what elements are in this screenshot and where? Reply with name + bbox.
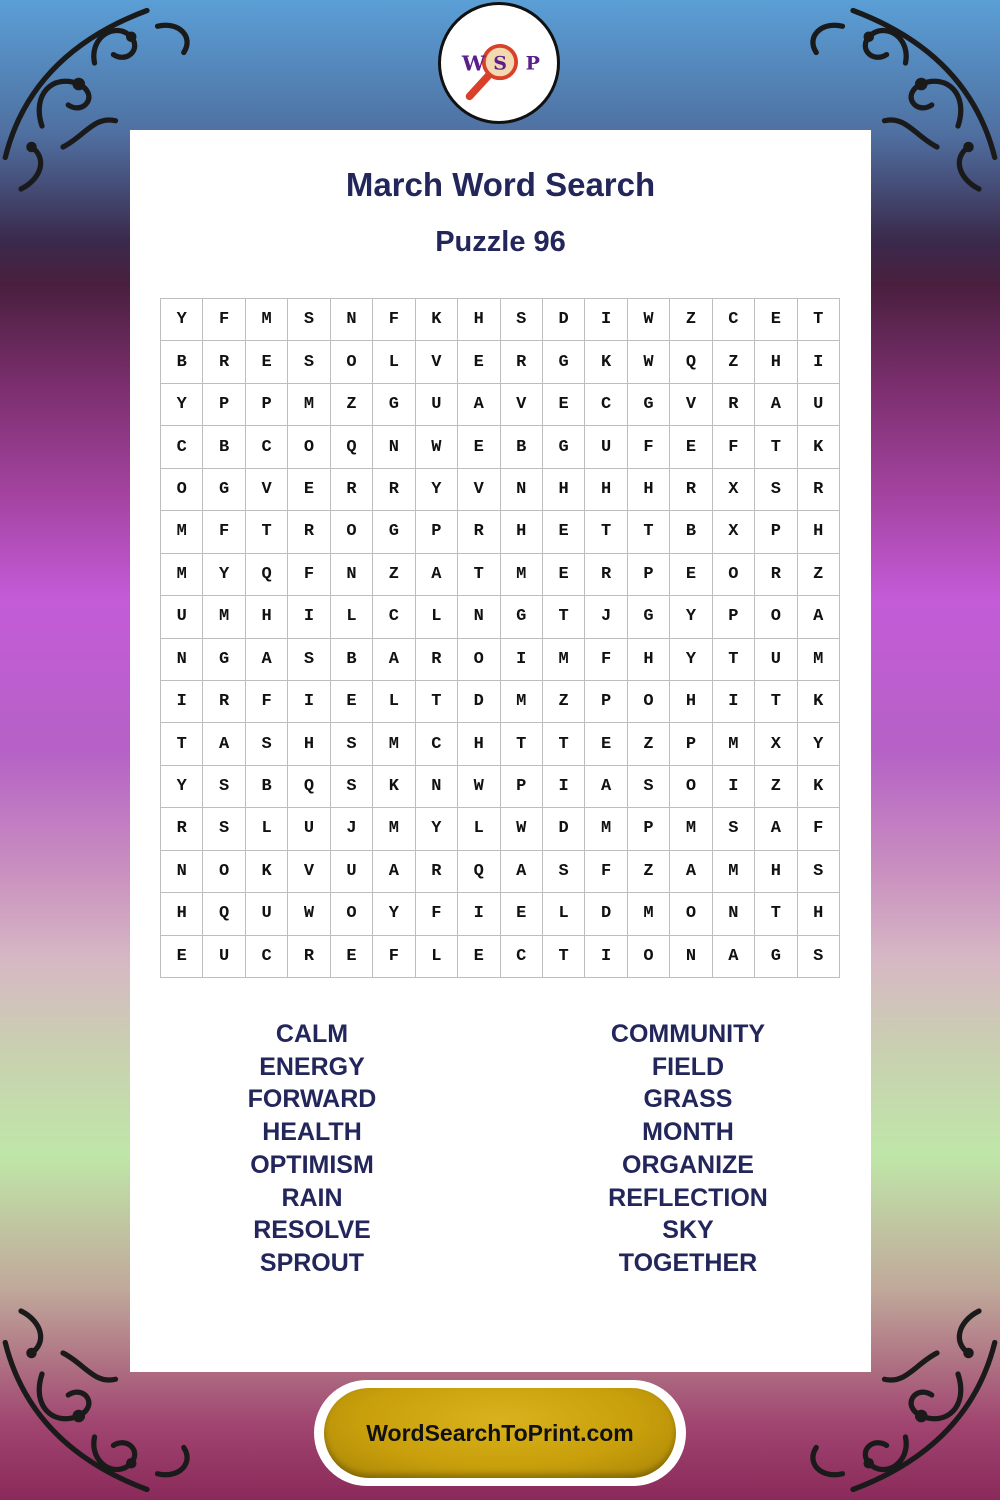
grid-cell: P [713,596,755,638]
grid-cell: R [755,554,797,596]
grid-cell: A [755,808,797,850]
grid-cell: N [670,936,712,978]
grid-cell: T [416,681,458,723]
grid-cell: T [755,681,797,723]
grid-cell: O [458,639,500,681]
grid-cell: N [161,851,203,893]
grid-cell: C [416,723,458,765]
grid-cell: M [203,596,245,638]
grid-cell: K [373,766,415,808]
grid-cell: O [161,469,203,511]
grid-cell: W [628,341,670,383]
grid-cell: L [416,936,458,978]
grid-cell: U [585,426,627,468]
grid-cell: E [543,384,585,426]
grid-cell: T [246,511,288,553]
grid-cell: Y [416,808,458,850]
grid-cell: G [373,511,415,553]
grid-cell: Q [670,341,712,383]
grid-cell: T [543,723,585,765]
grid-cell: H [246,596,288,638]
grid-cell: T [755,426,797,468]
grid-cell: H [458,299,500,341]
grid-cell: L [373,681,415,723]
grid-cell: K [798,681,840,723]
grid-cell: H [755,341,797,383]
grid-cell: C [246,936,288,978]
grid-cell: G [755,936,797,978]
grid-cell: A [373,851,415,893]
grid-cell: K [798,766,840,808]
word-item: OPTIMISM [250,1150,374,1179]
grid-cell: U [246,893,288,935]
grid-cell: T [755,893,797,935]
grid-cell: N [501,469,543,511]
grid-cell: N [458,596,500,638]
grid-cell: A [798,596,840,638]
grid-cell: P [628,554,670,596]
grid-cell: A [670,851,712,893]
grid-cell: O [203,851,245,893]
grid-cell: D [543,808,585,850]
word-item: MONTH [642,1118,734,1147]
grid-cell: K [798,426,840,468]
grid-cell: E [585,723,627,765]
grid-cell: S [288,341,330,383]
grid-cell: Z [628,851,670,893]
grid-cell: A [458,384,500,426]
grid-cell: R [501,341,543,383]
grid-cell: P [203,384,245,426]
grid-cell: U [331,851,373,893]
grid-cell: F [416,893,458,935]
word-item: CALM [275,1020,349,1048]
grid-cell: E [458,426,500,468]
logo-letter-s: S [493,52,508,75]
grid-cell: R [416,851,458,893]
grid-cell: I [713,766,755,808]
grid-cell: R [798,469,840,511]
puzzle-number: Puzzle 96 [435,226,566,258]
grid-cell: F [373,936,415,978]
grid-cell: W [458,766,500,808]
grid-cell: O [331,893,373,935]
grid-cell: H [798,893,840,935]
grid-cell: T [628,511,670,553]
grid-cell: E [458,936,500,978]
grid-cell: P [585,681,627,723]
grid-cell: E [331,681,373,723]
grid-cell: E [670,426,712,468]
grid-cell: S [798,936,840,978]
grid-cell: O [755,596,797,638]
word-item: FORWARD [247,1085,377,1114]
word-item: REFLECTION [608,1183,768,1212]
grid-cell: H [288,723,330,765]
grid-cell: D [585,893,627,935]
grid-cell: B [203,426,245,468]
grid-cell: C [161,426,203,468]
grid-cell: V [288,851,330,893]
grid-cell: L [246,808,288,850]
grid-cell: E [331,936,373,978]
word-item: HEALTH [262,1118,362,1147]
grid-cell: G [543,341,585,383]
grid-cell: M [585,808,627,850]
grid-cell: I [288,681,330,723]
grid-cell: U [288,808,330,850]
grid-cell: J [585,596,627,638]
grid-cell: O [713,554,755,596]
grid-cell: G [203,469,245,511]
word-item: ENERGY [259,1052,365,1081]
grid-cell: Z [670,299,712,341]
word-item: GRASS [643,1085,733,1114]
grid-cell: V [670,384,712,426]
grid-cell: T [161,723,203,765]
grid-cell: Q [203,893,245,935]
grid-cell: P [755,511,797,553]
grid-cell: T [543,936,585,978]
grid-cell: L [458,808,500,850]
grid-cell: R [203,681,245,723]
grid-cell: L [331,596,373,638]
magnifier-icon [441,5,557,121]
grid-cell: O [331,511,373,553]
grid-cell: T [458,554,500,596]
grid-cell: E [246,341,288,383]
grid-cell: V [416,341,458,383]
grid-cell: I [161,681,203,723]
grid-cell: Z [798,554,840,596]
grid-cell: N [713,893,755,935]
grid-cell: S [755,469,797,511]
grid-cell: Q [331,426,373,468]
grid-cell: Z [713,341,755,383]
grid-cell: J [331,808,373,850]
grid-cell: S [331,766,373,808]
grid-cell: I [501,639,543,681]
grid-cell: C [501,936,543,978]
grid-cell: Z [543,681,585,723]
grid-cell: I [458,893,500,935]
grid-cell: N [161,639,203,681]
grid-cell: X [755,723,797,765]
grid-cell: R [161,808,203,850]
grid-cell: I [585,299,627,341]
grid-cell: S [501,299,543,341]
grid-cell: U [798,384,840,426]
grid-cell: F [288,554,330,596]
grid-cell: M [161,554,203,596]
grid-cell: E [458,341,500,383]
grid-cell: M [798,639,840,681]
grid-cell: M [501,554,543,596]
grid-cell: P [501,766,543,808]
grid-cell: A [373,639,415,681]
grid-cell: B [331,639,373,681]
grid-cell: Q [458,851,500,893]
grid-cell: V [501,384,543,426]
grid-cell: G [628,384,670,426]
grid-cell: L [543,893,585,935]
grid-cell: H [161,893,203,935]
grid-cell: M [246,299,288,341]
grid-cell: V [246,469,288,511]
word-item: COMMUNITY [610,1020,766,1048]
grid-cell: D [458,681,500,723]
grid-cell: S [203,808,245,850]
grid-cell: Q [246,554,288,596]
grid-cell: T [501,723,543,765]
grid-cell: R [458,511,500,553]
grid-cell: U [203,936,245,978]
grid-cell: A [203,723,245,765]
grid-cell: B [670,511,712,553]
grid-cell: F [585,851,627,893]
grid-cell: F [713,426,755,468]
grid-cell: Z [373,554,415,596]
grid-cell: P [628,808,670,850]
grid-cell: D [543,299,585,341]
grid-cell: N [331,554,373,596]
grid-cell: F [373,299,415,341]
grid-cell: R [416,639,458,681]
grid-cell: C [713,299,755,341]
grid-cell: H [670,681,712,723]
grid-cell: W [288,893,330,935]
grid-cell: M [373,808,415,850]
grid-cell: S [713,808,755,850]
grid-cell: H [755,851,797,893]
grid-cell: M [373,723,415,765]
word-item: ORGANIZE [622,1150,754,1179]
grid-cell: M [713,851,755,893]
grid-cell: W [628,299,670,341]
grid-cell: Y [416,469,458,511]
site-banner[interactable] [314,1380,686,1486]
grid-cell: G [373,384,415,426]
grid-cell: F [246,681,288,723]
grid-cell: O [288,426,330,468]
grid-cell: R [288,511,330,553]
grid-cell: L [373,341,415,383]
grid-cell: Z [331,384,373,426]
site-banner-pill[interactable] [324,1388,676,1478]
grid-cell: Y [670,639,712,681]
grid-cell: B [501,426,543,468]
grid-cell: K [416,299,458,341]
word-item: SKY [662,1216,714,1245]
grid-cell: T [543,596,585,638]
grid-cell: T [713,639,755,681]
grid-cell: S [798,851,840,893]
grid-cell: G [203,639,245,681]
grid-cell: S [288,299,330,341]
grid-cell: U [755,639,797,681]
grid-cell: A [755,384,797,426]
grid-cell: H [501,511,543,553]
grid-cell: O [628,681,670,723]
grid-cell: F [585,639,627,681]
wsp-logo [438,2,560,124]
grid-cell: Y [798,723,840,765]
grid-cell: M [628,893,670,935]
grid-cell: H [458,723,500,765]
grid-cell: V [458,469,500,511]
grid-cell: M [288,384,330,426]
grid-cell: X [713,511,755,553]
grid-cell: R [203,341,245,383]
grid-cell: A [713,936,755,978]
grid-cell: H [543,469,585,511]
grid-cell: N [373,426,415,468]
grid-cell: Y [373,893,415,935]
grid-cell: P [670,723,712,765]
grid-cell: E [161,936,203,978]
grid-cell: Y [670,596,712,638]
site-url[interactable]: WordSearchToPrint.com [366,1419,634,1446]
grid-cell: L [416,596,458,638]
grid-cell: E [501,893,543,935]
grid-cell: R [331,469,373,511]
grid-cell: R [713,384,755,426]
grid-cell: O [628,936,670,978]
grid-cell: R [288,936,330,978]
puzzle-card [130,130,871,1372]
grid-cell: B [246,766,288,808]
logo-letter-p: P [525,52,540,75]
grid-cell: N [331,299,373,341]
grid-cell: C [373,596,415,638]
grid-cell: M [670,808,712,850]
word-item: SPROUT [259,1248,365,1277]
grid-cell: H [628,639,670,681]
grid-cell: M [543,639,585,681]
grid-cell: R [585,554,627,596]
word-item: RESOLVE [253,1216,371,1245]
grid-cell: I [288,596,330,638]
grid-cell: Z [755,766,797,808]
grid-cell: A [416,554,458,596]
letter-grid [160,298,840,978]
grid-cell: H [585,469,627,511]
grid-cell: P [246,384,288,426]
grid-cell: I [585,936,627,978]
grid-cell: M [713,723,755,765]
grid-cell: A [501,851,543,893]
grid-cell: O [331,341,373,383]
grid-cell: R [373,469,415,511]
grid-cell: G [543,426,585,468]
grid-cell: X [713,469,755,511]
grid-cell: T [585,511,627,553]
word-item: RAIN [281,1183,343,1212]
word-item: FIELD [651,1052,725,1081]
grid-cell: Y [161,384,203,426]
grid-cell: S [628,766,670,808]
grid-cell: P [416,511,458,553]
grid-cell: H [798,511,840,553]
grid-cell: R [670,469,712,511]
grid-cell: C [585,384,627,426]
grid-cell: E [543,554,585,596]
grid-cell: E [288,469,330,511]
grid-cell: E [543,511,585,553]
grid-cell: Z [628,723,670,765]
grid-cell: O [670,766,712,808]
grid-cell: A [585,766,627,808]
grid-cell: S [543,851,585,893]
grid-cell: W [416,426,458,468]
grid-cell: B [161,341,203,383]
grid-cell: E [755,299,797,341]
grid-cell: Q [288,766,330,808]
grid-cell: K [585,341,627,383]
grid-cell: F [203,511,245,553]
grid-cell: Y [161,766,203,808]
grid-cell: W [501,808,543,850]
grid-cell: S [246,723,288,765]
grid-cell: K [246,851,288,893]
logo-letter-w: W [461,50,486,76]
grid-cell: T [798,299,840,341]
grid-cell: Y [161,299,203,341]
grid-cell: S [288,639,330,681]
grid-cell: H [628,469,670,511]
grid-cell: U [161,596,203,638]
grid-cell: F [203,299,245,341]
grid-cell: I [713,681,755,723]
page-title: March Word Search [345,166,656,203]
grid-cell: M [501,681,543,723]
grid-cell: I [543,766,585,808]
grid-cell: U [416,384,458,426]
grid-cell: E [670,554,712,596]
grid-cell: S [203,766,245,808]
grid-cell: N [416,766,458,808]
grid-cell: Y [203,554,245,596]
grid-cell: C [246,426,288,468]
grid-cell: I [798,341,840,383]
word-item: TOGETHER [618,1248,758,1277]
grid-cell: A [246,639,288,681]
grid-cell: O [670,893,712,935]
grid-cell: G [501,596,543,638]
grid-cell: G [628,596,670,638]
grid-cell: F [628,426,670,468]
word-list-left [162,1018,462,1280]
word-list-right [538,1018,838,1280]
grid-cell: M [161,511,203,553]
grid-cell: F [798,808,840,850]
grid-cell: S [331,723,373,765]
